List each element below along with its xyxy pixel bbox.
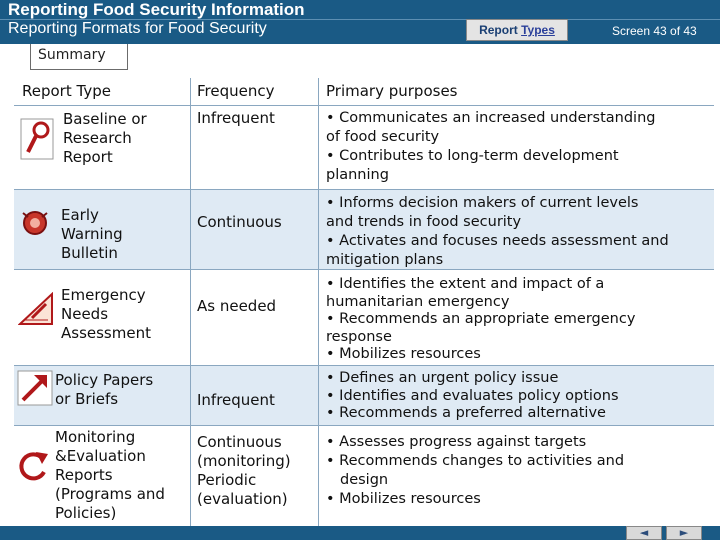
col-rule-2 — [318, 78, 319, 526]
purpose-line: • Recommends an appropriate emergency — [326, 311, 636, 327]
footer-bar — [0, 526, 720, 540]
purpose-line: • Defines an urgent policy issue — [326, 370, 559, 386]
row5-purposes — [326, 433, 624, 509]
purpose-line: • Assesses progress against targets — [326, 434, 587, 450]
row-rule-3 — [14, 365, 714, 366]
row2-type-line: Early — [61, 206, 99, 224]
page-title: Reporting Food Security Information — [8, 0, 305, 19]
screen-counter: Screen 43 of 43 — [612, 24, 697, 38]
warning-sign-icon — [18, 292, 54, 326]
summary-tab[interactable]: Summary — [30, 44, 128, 70]
row5-type-line: &Evaluation — [55, 447, 146, 465]
purpose-line: design — [340, 472, 389, 488]
report-types-link[interactable]: Types — [521, 23, 555, 37]
purpose-line: • Recommends a preferred alternative — [326, 405, 606, 421]
page-subtitle: Reporting Formats for Food Security — [8, 20, 267, 37]
magnifier-icon — [20, 118, 54, 160]
row2-frequency: Continuous — [197, 213, 282, 231]
purpose-line: • Activates and focuses needs assessment and — [326, 233, 669, 249]
col-header-purposes: Primary purposes — [326, 82, 458, 100]
row5-type — [55, 428, 165, 523]
row3-frequency: As needed — [197, 297, 277, 315]
purpose-line: • Recommends changes to activities and — [326, 453, 625, 469]
cycle-arrow-icon — [16, 448, 50, 486]
report-types-prefix: Report — [479, 23, 522, 37]
row1-frequency: Infrequent — [197, 109, 275, 127]
purpose-line: humanitarian emergency — [326, 293, 510, 310]
purpose-line: • Mobilizes resources — [326, 346, 481, 362]
purpose-line: response — [326, 328, 392, 345]
frequency-line: (monitoring) — [197, 452, 291, 470]
report-types-button[interactable] — [466, 19, 568, 41]
row4-type-line: or Briefs — [55, 390, 119, 408]
purpose-line: mitigation plans — [326, 252, 444, 268]
row-rule-1 — [14, 189, 714, 190]
col-header-frequency: Frequency — [197, 82, 275, 100]
purpose-line: • Informs decision makers of current levels — [326, 195, 639, 211]
row2-type — [61, 206, 123, 263]
row5-type-line: Reports — [55, 466, 113, 484]
row5-type-line: (Programs and — [55, 485, 165, 503]
row3-purposes — [326, 276, 635, 364]
row1-type-line: Research — [63, 129, 132, 147]
row1-type — [63, 110, 147, 167]
frequency-line: (evaluation) — [197, 490, 288, 508]
row3-type — [61, 286, 151, 343]
row3-type-line: Emergency — [61, 286, 146, 304]
frequency-line: Continuous — [197, 433, 282, 451]
row2-purposes — [326, 194, 669, 270]
purpose-line: • Communicates an increased understanding — [326, 110, 656, 126]
arrow-icon — [17, 370, 53, 406]
row5-frequency — [197, 433, 291, 509]
frequency-line: Periodic — [197, 471, 257, 489]
purpose-line: and trends in food security — [326, 214, 522, 230]
purpose-line: planning — [326, 167, 389, 183]
purpose-line: of food security — [326, 129, 440, 145]
row1-purposes — [326, 109, 655, 185]
row4-frequency: Infrequent — [197, 391, 275, 409]
back-button[interactable]: ◄ — [626, 526, 662, 540]
row4-purposes — [326, 370, 619, 423]
row1-type-line: Report — [63, 148, 113, 166]
col-header-type: Report Type — [22, 82, 111, 100]
row4-type-line: Policy Papers — [55, 371, 154, 389]
row5-type-line: Policies) — [55, 504, 117, 522]
row2-type-line: Warning — [61, 225, 123, 243]
row2-type-line: Bulletin — [61, 244, 118, 262]
row3-type-line: Needs — [61, 305, 109, 323]
col-rule-1 — [190, 78, 191, 526]
purpose-line: • Identifies the extent and impact of a — [326, 276, 605, 292]
forward-button[interactable]: ► — [666, 526, 702, 540]
row1-type-line: Baseline or — [63, 110, 147, 128]
row3-type-line: Assessment — [61, 324, 151, 342]
purpose-line: • Mobilizes resources — [326, 491, 481, 507]
purpose-line: • Contributes to long-term development — [326, 148, 619, 164]
alarm-icon — [20, 208, 50, 238]
row5-type-line: Monitoring — [55, 428, 136, 446]
header-rule — [14, 105, 714, 106]
purpose-line: • Identifies and evaluates policy options — [326, 387, 619, 404]
header-bar — [0, 0, 720, 44]
row-rule-4 — [14, 425, 714, 426]
row4-type — [55, 371, 153, 409]
